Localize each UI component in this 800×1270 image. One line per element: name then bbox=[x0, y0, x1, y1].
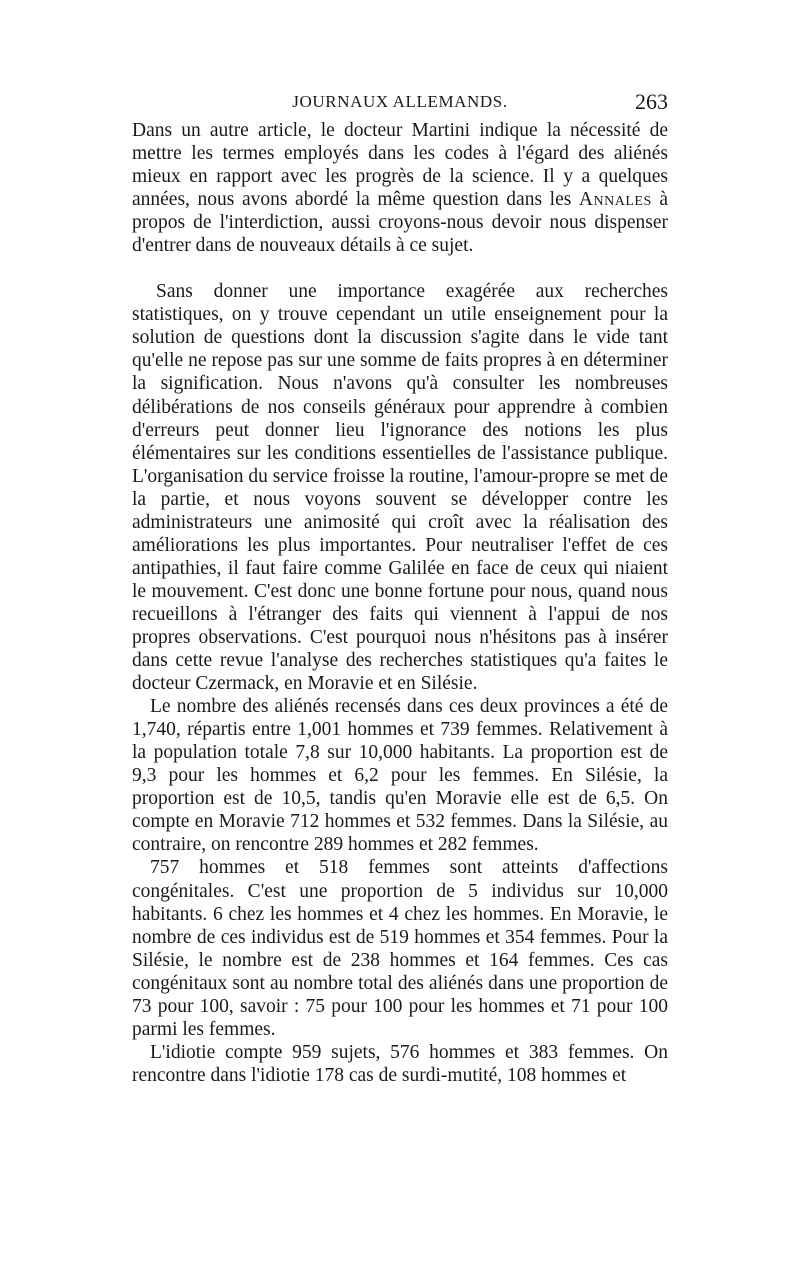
paragraph-2: Sans donner une importance exagérée aux recherches statistiques, on y trouve cependant un utile enseignement pour la solution de questions dont la discussion s'agite dans le vide tant qu'elle ne repose pas sur une somme de faits propres à en déterminer la signification. Nous n'avons qu'à consulter les nombreuses délibérations de nos conseils généraux pour apprendre à combien d'erreurs peut donner lieu l'ignorance des notions les plus élémentaires sur les conditions essentielles de l'assistance publique. L'organisation du service froisse la routine, l'amour-propre se met de la partie, et nous voyons souvent se développer contre les administrateurs une animosité qui croît avec la réalisation des améliorations les plus importantes. Pour neutraliser l'effet de ces antipathies, il faut faire comme Galilée en face de ceux qui niaient le mouvement. C'est donc une bonne fortune pour nous, quand nous recueillons à l'étranger des faits qui viennent à l'appui de nos propres observations. C'est pourquoi nous n'hésitons pas à insérer dans cette revue l'analyse des recherches statistiques qu'a faites le docteur Czermack, en Moravie et en Silésie. bbox=[132, 281, 668, 695]
annales-reference: Annales bbox=[578, 189, 652, 211]
paragraph-1 bbox=[132, 119, 668, 257]
body-text bbox=[132, 119, 668, 1087]
paragraph-4: 757 hommes et 518 femmes sont atteints d'affections congénitales. C'est une proportion de 5 individus sur 10,000 habitants. 6 chez les hommes et 4 chez les hommes. En Moravie, le nombre de ces individus est de 519 hommes et 354 femmes. Pour la Silésie, le nombre est de 238 hommes et 164 femmes. Ces cas congénitaux sont au nombre total des aliénés dans une proportion de 73 pour 100, savoir : 75 pour 100 pour les hommes et 71 pour 100 parmi les femmes. bbox=[132, 857, 668, 1040]
paragraph-5: L'idiotie compte 959 sujets, 576 hommes et 383 femmes. On rencontre dans l'idiotie 178 cas de surdi-mutité, 108 hommes et bbox=[132, 1041, 668, 1086]
paragraph-1-text-before: Dans un autre article, le docteur Martini indique la nécessité de mettre les termes employés dans les codes à l'égard des aliénés mieux en rapport avec les progrès de la science. Il y a quelques années, nous avons abordé la même question dans les bbox=[132, 120, 668, 211]
paragraph-1-text-after: à propos de l'interdiction, aussi croyons-nous devoir nous dispenser d'entrer dans de nouveaux détails à ce sujet. bbox=[132, 189, 668, 257]
page-number: 263 bbox=[635, 89, 668, 114]
running-title: JOURNAUX ALLEMANDS. bbox=[292, 92, 508, 111]
running-head bbox=[132, 89, 668, 116]
paragraph-3: Le nombre des aliénés recensés dans ces deux provinces a été de 1,740, répartis entre 1,001 hommes et 739 femmes. Relativement à la population totale 7,8 sur 10,000 habitants. La proportion est de 9,3 pour les hommes et 6,2 pour les femmes. En Silésie, la proportion est de 10,5, tandis qu'en Moravie elle est de 6,5. On compte en Moravie 712 hommes et 532 femmes. Dans la Silésie, au contraire, on rencontre 289 hommes et 282 femmes. bbox=[132, 696, 668, 856]
